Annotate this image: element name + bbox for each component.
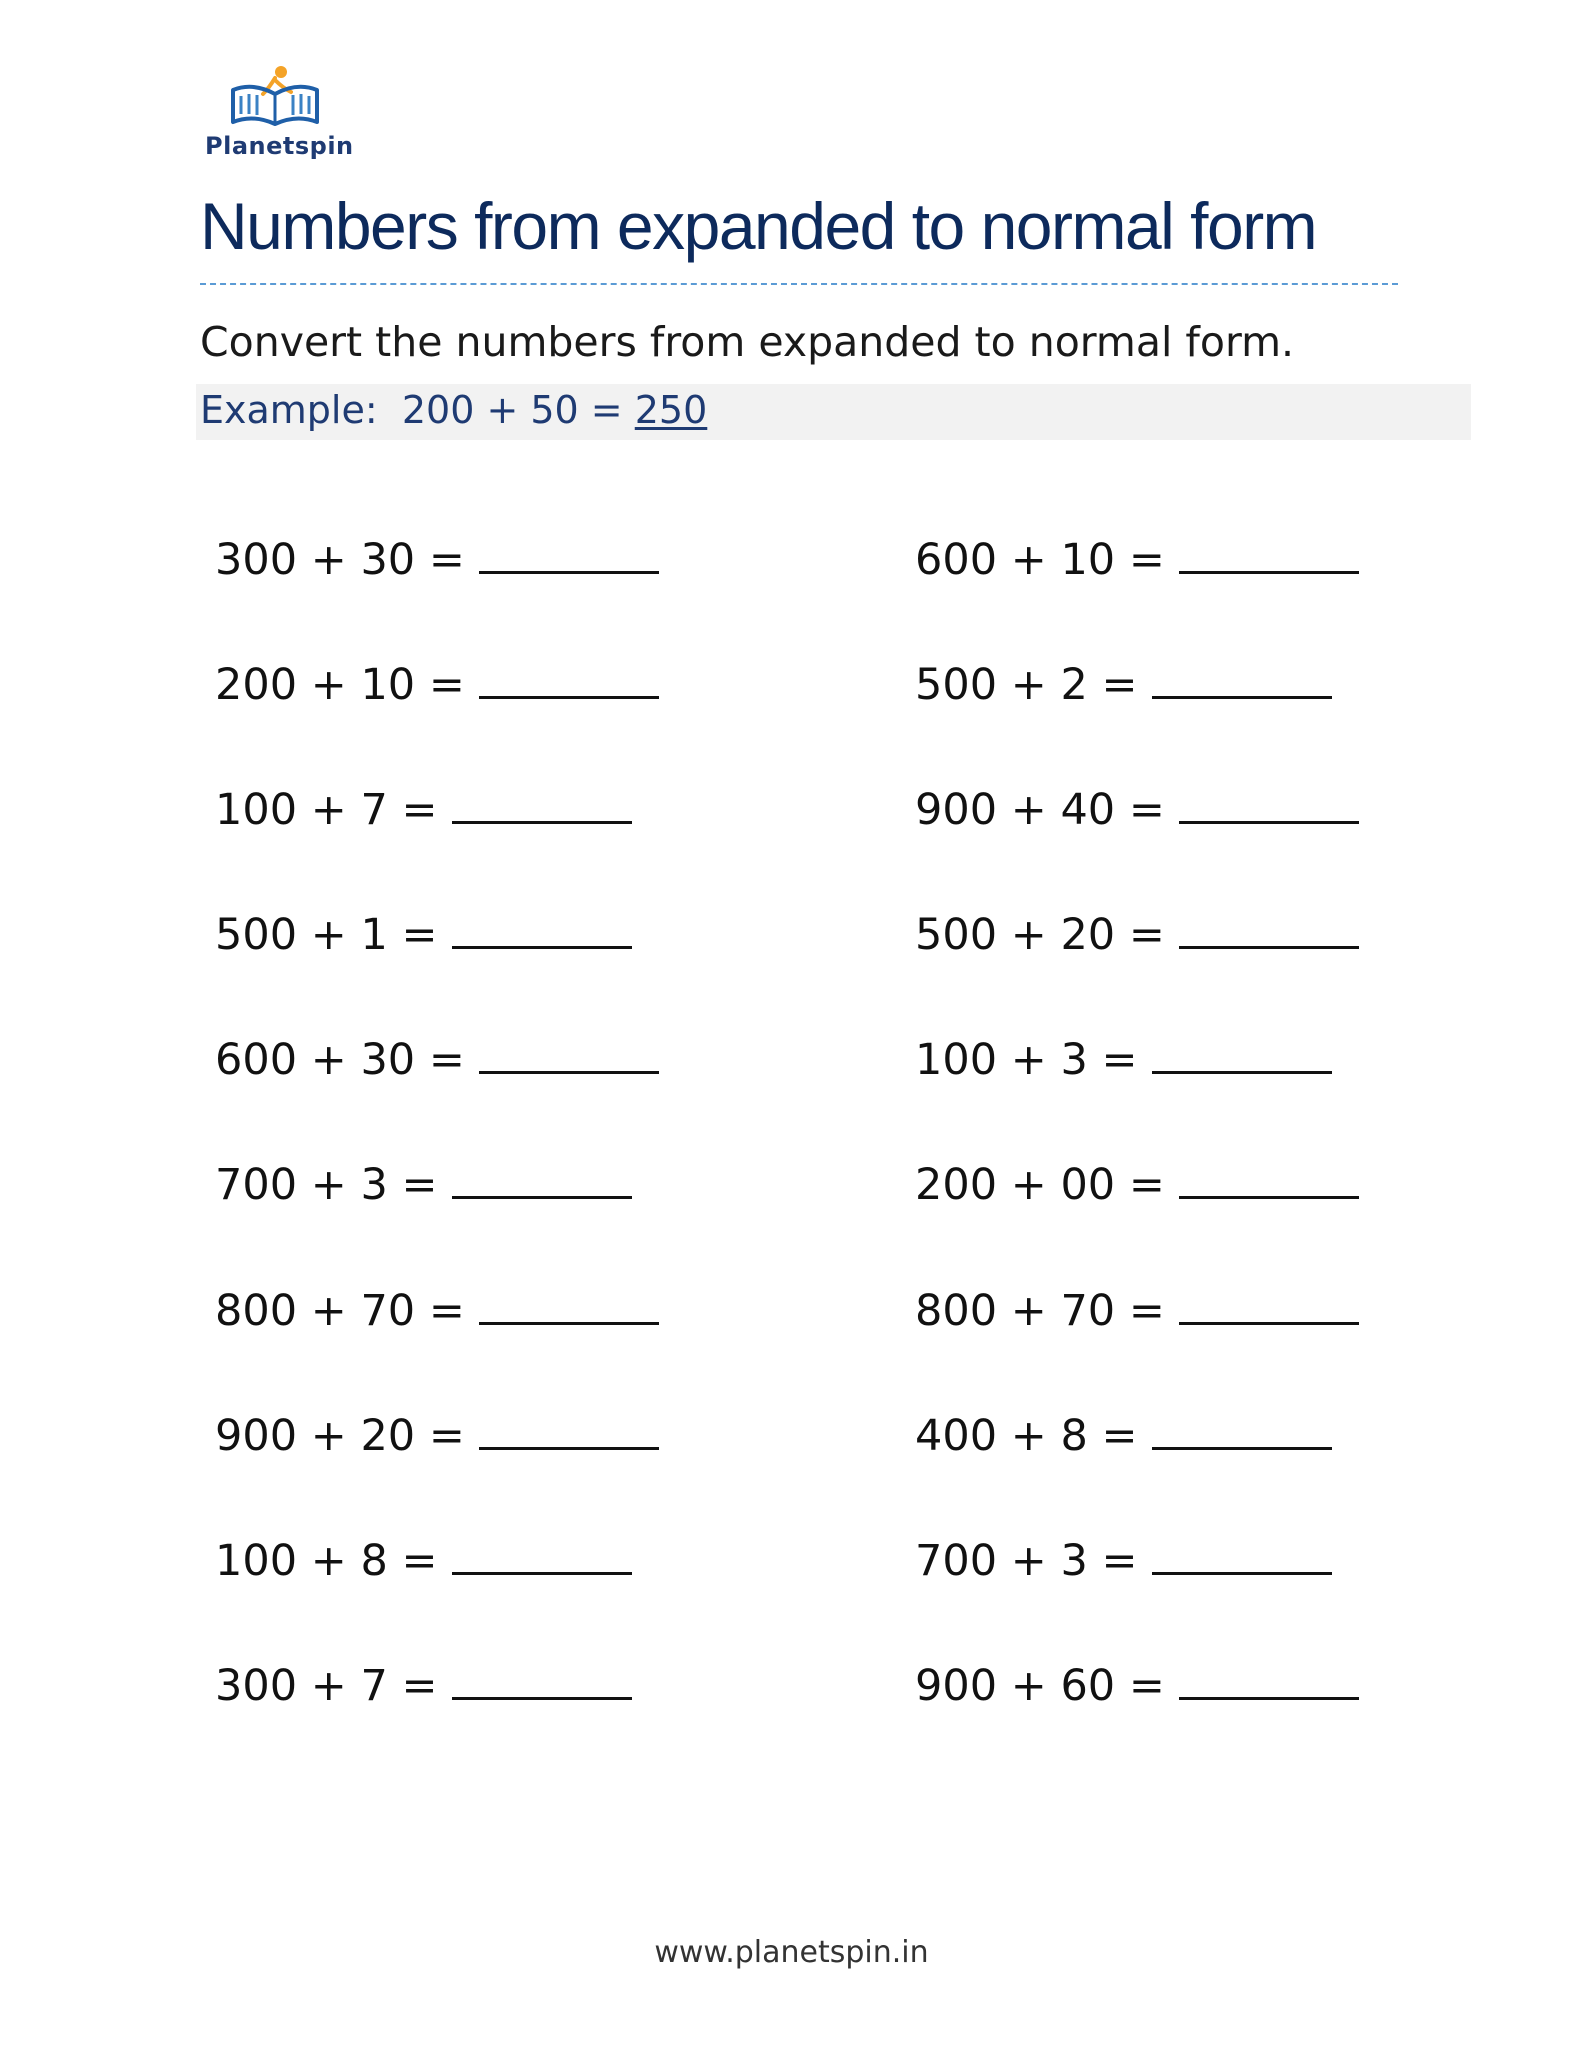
problem-left-7 bbox=[215, 1286, 659, 1336]
problem-expression: 200 + 10 = bbox=[215, 660, 465, 710]
problem-right-4 bbox=[915, 910, 1359, 960]
page-title: Numbers from expanded to normal form bbox=[200, 189, 1317, 263]
answer-blank[interactable] bbox=[1179, 1286, 1359, 1325]
problem-left-10 bbox=[215, 1661, 632, 1711]
problem-expression: 600 + 10 = bbox=[915, 535, 1165, 585]
example-answer: 250 bbox=[634, 388, 708, 432]
problem-expression: 300 + 7 = bbox=[215, 1661, 438, 1711]
problem-expression: 100 + 3 = bbox=[915, 1035, 1138, 1085]
answer-blank[interactable] bbox=[479, 535, 659, 574]
problem-left-3 bbox=[215, 785, 632, 835]
problem-left-1 bbox=[215, 535, 659, 585]
problem-right-7 bbox=[915, 1286, 1359, 1336]
problem-right-1 bbox=[915, 535, 1359, 585]
problem-left-9 bbox=[215, 1536, 632, 1586]
answer-blank[interactable] bbox=[1179, 1160, 1359, 1199]
answer-blank[interactable] bbox=[479, 1286, 659, 1325]
problem-expression: 800 + 70 = bbox=[915, 1286, 1165, 1336]
problem-expression: 200 + 00 = bbox=[915, 1160, 1165, 1210]
footer-url[interactable]: www.planetspin.in bbox=[654, 1935, 929, 1970]
answer-blank[interactable] bbox=[452, 1160, 632, 1199]
problem-expression: 800 + 70 = bbox=[215, 1286, 465, 1336]
answer-blank[interactable] bbox=[479, 1411, 659, 1450]
problem-expression: 600 + 30 = bbox=[215, 1035, 465, 1085]
problem-right-2 bbox=[915, 660, 1332, 710]
answer-blank[interactable] bbox=[479, 660, 659, 699]
problem-expression: 100 + 7 = bbox=[215, 785, 438, 835]
problem-right-3 bbox=[915, 785, 1359, 835]
problem-right-6 bbox=[915, 1160, 1359, 1210]
answer-blank[interactable] bbox=[452, 910, 632, 949]
answer-blank[interactable] bbox=[452, 785, 632, 824]
problem-expression: 900 + 20 = bbox=[215, 1411, 465, 1461]
problem-expression: 500 + 1 = bbox=[215, 910, 438, 960]
answer-blank[interactable] bbox=[1179, 785, 1359, 824]
answer-blank[interactable] bbox=[452, 1536, 632, 1575]
problem-expression: 900 + 60 = bbox=[915, 1661, 1165, 1711]
problem-right-5 bbox=[915, 1035, 1332, 1085]
example-label: Example: bbox=[200, 388, 378, 432]
instructions-text: Convert the numbers from expanded to normal form. bbox=[200, 318, 1295, 366]
answer-blank[interactable] bbox=[1152, 1035, 1332, 1074]
answer-blank[interactable] bbox=[1152, 1536, 1332, 1575]
answer-blank[interactable] bbox=[1179, 910, 1359, 949]
problem-right-9 bbox=[915, 1536, 1332, 1586]
problem-expression: 100 + 8 = bbox=[215, 1536, 438, 1586]
problem-left-6 bbox=[215, 1160, 632, 1210]
problem-expression: 700 + 3 = bbox=[215, 1160, 438, 1210]
problem-left-8 bbox=[215, 1411, 659, 1461]
problem-expression: 500 + 2 = bbox=[915, 660, 1138, 710]
answer-blank[interactable] bbox=[1179, 1661, 1359, 1700]
answer-blank[interactable] bbox=[1152, 660, 1332, 699]
problem-expression: 700 + 3 = bbox=[915, 1536, 1138, 1586]
problem-expression: 500 + 20 = bbox=[915, 910, 1165, 960]
answer-blank[interactable] bbox=[1152, 1411, 1332, 1450]
problem-left-2 bbox=[215, 660, 659, 710]
brand-logo bbox=[205, 64, 354, 174]
problem-left-4 bbox=[215, 910, 632, 960]
example-expression: 200 + 50 = bbox=[401, 388, 623, 432]
answer-blank[interactable] bbox=[1179, 535, 1359, 574]
problem-left-5 bbox=[215, 1035, 659, 1085]
open-book-logo-icon bbox=[225, 64, 325, 128]
problem-expression: 400 + 8 = bbox=[915, 1411, 1138, 1461]
title-divider bbox=[200, 283, 1398, 285]
example-line bbox=[200, 388, 707, 432]
answer-blank[interactable] bbox=[479, 1035, 659, 1074]
answer-blank[interactable] bbox=[452, 1661, 632, 1700]
problem-right-10 bbox=[915, 1661, 1359, 1711]
problem-expression: 900 + 40 = bbox=[915, 785, 1165, 835]
logo-text: Planetspin bbox=[205, 132, 354, 160]
problem-expression: 300 + 30 = bbox=[215, 535, 465, 585]
problem-right-8 bbox=[915, 1411, 1332, 1461]
